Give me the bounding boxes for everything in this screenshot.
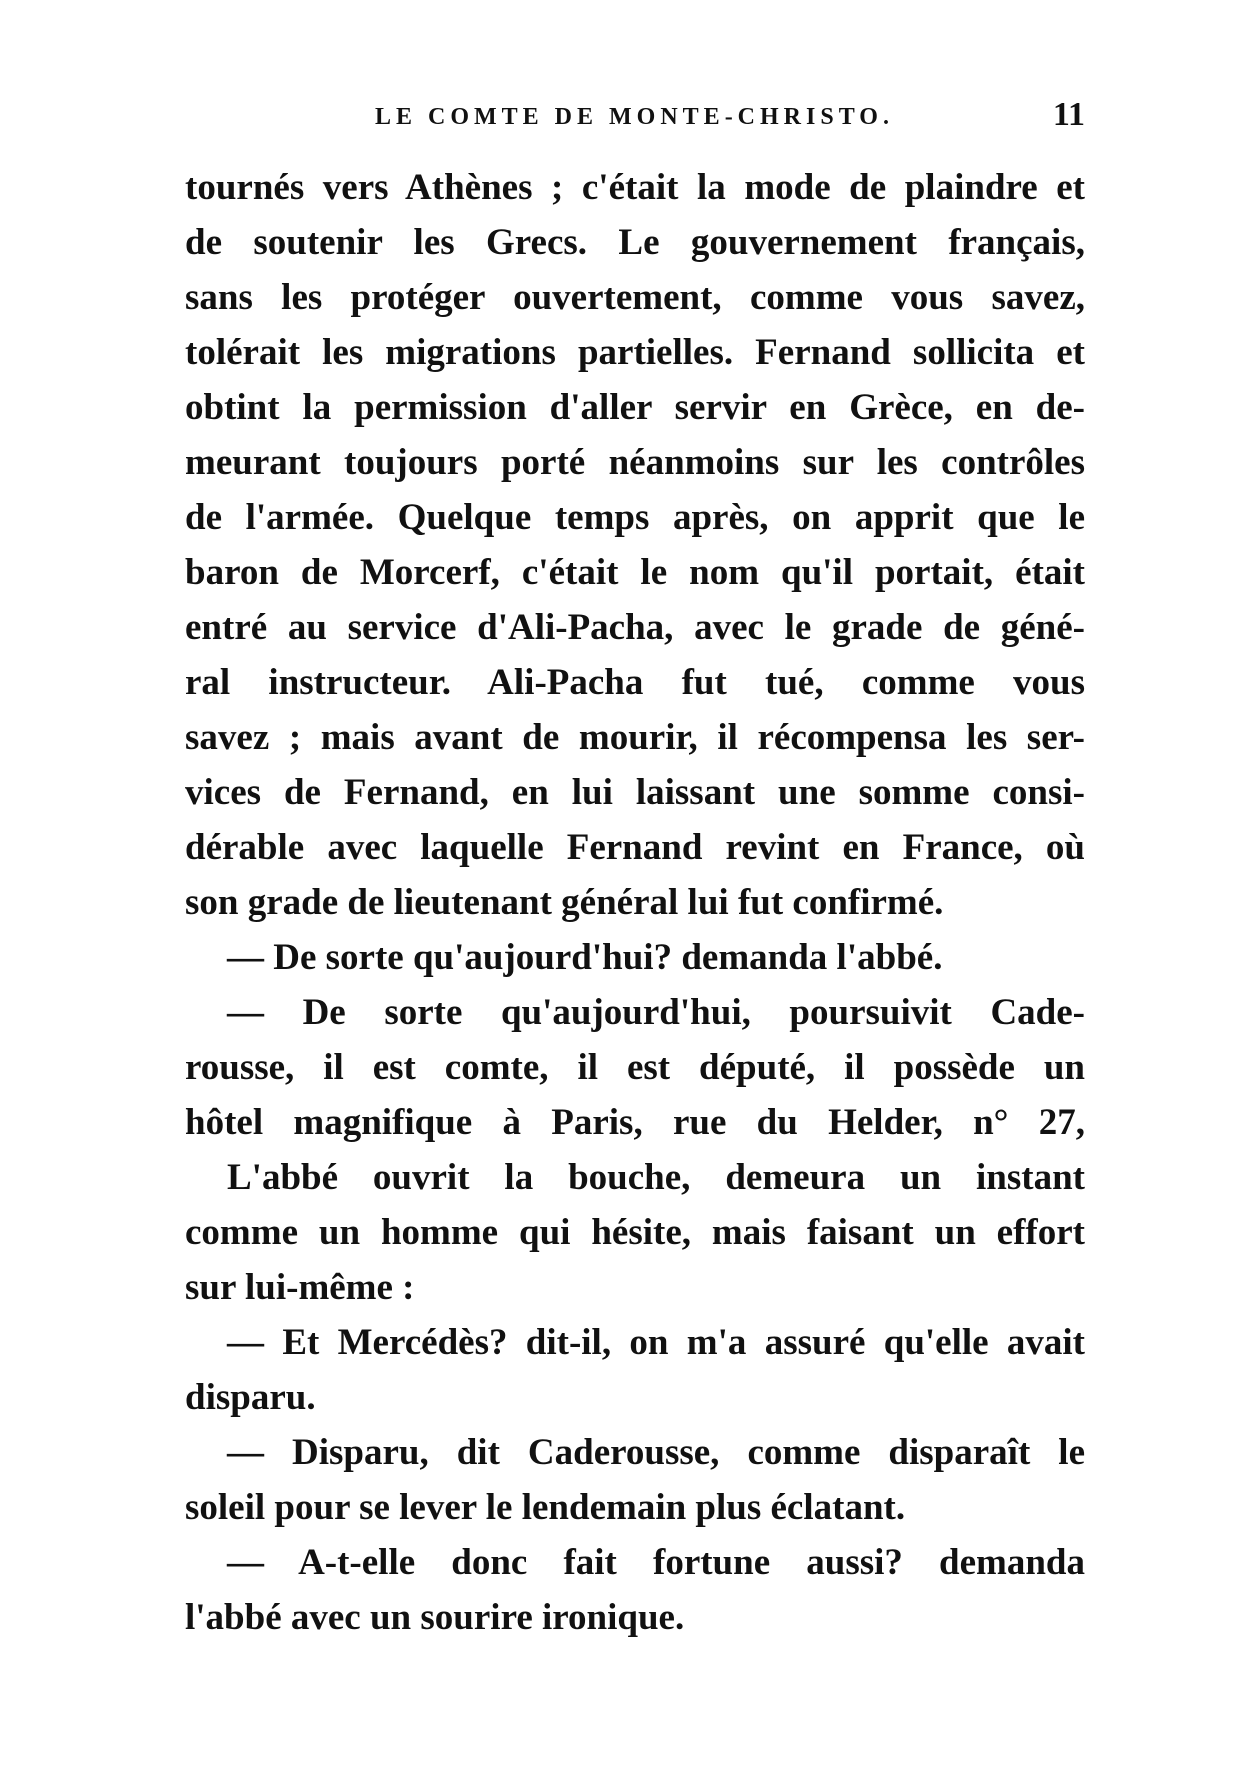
running-title: LE COMTE DE MONTE-CHRISTO. [375, 104, 894, 130]
text-line: dérable avec laquelle Fernand revint en France, où [185, 827, 1085, 868]
text-line: meurant toujours porté néanmoins sur les contrôles [185, 442, 1085, 483]
text-line: obtint la permission d'aller servir en Grèce, en de- [185, 387, 1085, 428]
text-line: rousse, il est comte, il est député, il possède un [185, 1047, 1085, 1088]
text-line: — De sorte qu'aujourd'hui? demanda l'abbé. [227, 937, 943, 978]
text-line: de soutenir les Grecs. Le gouvernement français, [185, 222, 1085, 263]
text-line: sans les protéger ouvertement, comme vous savez, [185, 277, 1085, 318]
text-line: — Disparu, dit Caderousse, comme disparaît le [227, 1432, 1085, 1473]
page-number: 11 [1052, 96, 1085, 133]
text-line: hôtel magnifique à Paris, rue du Helder, n° 27, [185, 1102, 1085, 1143]
text-line: baron de Morcerf, c'était le nom qu'il portait, était [185, 552, 1085, 593]
text-line: sur lui-même : [185, 1267, 415, 1308]
text-line: l'abbé avec un sourire ironique. [185, 1597, 685, 1638]
text-line: vices de Fernand, en lui laissant une somme consi- [185, 772, 1085, 813]
text-line: de l'armée. Quelque temps après, on apprit que le [185, 497, 1085, 538]
text-line: L'abbé ouvrit la bouche, demeura un instant [227, 1157, 1085, 1198]
page-header [185, 96, 1085, 144]
text-line: savez ; mais avant de mourir, il récompensa les ser- [185, 717, 1085, 758]
text-line: — Et Mercédès? dit-il, on m'a assuré qu'elle avait [227, 1322, 1085, 1363]
text-line: — A-t-elle donc fait fortune aussi? demanda [227, 1542, 1085, 1583]
text-line: — De sorte qu'aujourd'hui, poursuivit Cade- [227, 992, 1085, 1033]
text-line: entré au service d'Ali-Pacha, avec le grade de géné- [185, 607, 1085, 648]
text-line: tournés vers Athènes ; c'était la mode de plaindre et [185, 167, 1085, 208]
body-text [185, 160, 1085, 1645]
text-line: soleil pour se lever le lendemain plus éclatant. [185, 1487, 906, 1528]
text-line: tolérait les migrations partielles. Fernand sollicita et [185, 332, 1085, 373]
text-line: ral instructeur. Ali-Pacha fut tué, comme vous [185, 662, 1085, 703]
text-line: disparu. [185, 1377, 316, 1418]
text-line: son grade de lieutenant général lui fut confirmé. [185, 882, 944, 923]
text-line: comme un homme qui hésite, mais faisant un effort [185, 1212, 1085, 1253]
